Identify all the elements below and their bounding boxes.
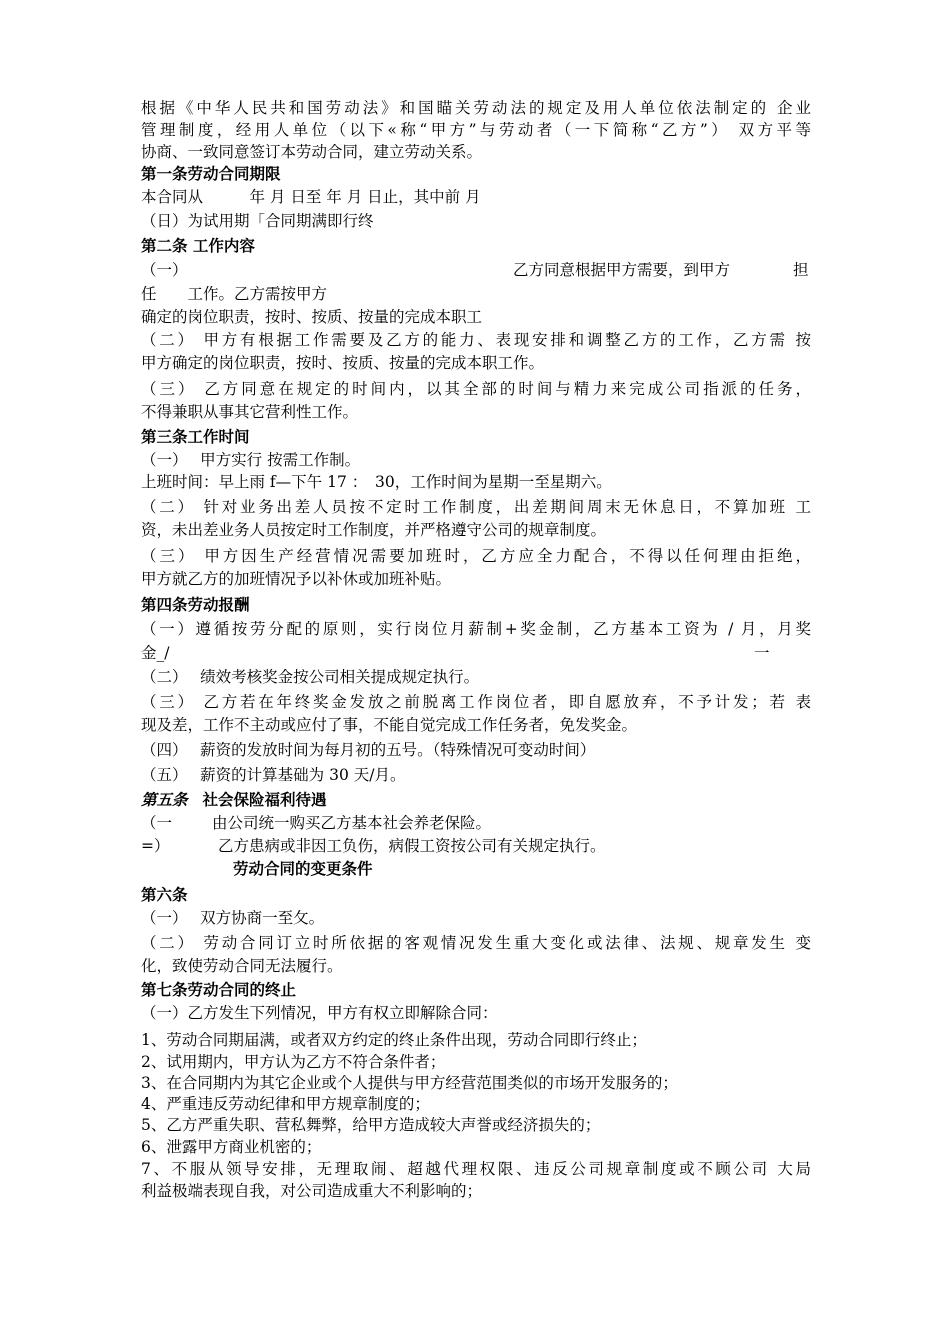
- article-4-title: 第四条劳动报酬: [141, 596, 250, 614]
- article-7-title: 第七条劳动合同的终止: [141, 981, 297, 999]
- article-3-p1: （一） 甲方实行 按需工作制。: [141, 451, 361, 469]
- article-7-item-4: 4、严重违反劳动纪律和甲方规章制度的；: [141, 1095, 430, 1113]
- article-4-p1-dash: 一: [754, 644, 770, 662]
- article-6-p2-line-1: （二） 劳动合同订立时所依据的客观情况发生重大变化或法律、法规、规章发生 变: [141, 934, 811, 952]
- article-4-p3-line-2: 现及差，工作不主动或应付了事，不能自觉完成工作任务者，免发奖金。: [141, 716, 638, 734]
- article-2-p1-label: （一）: [141, 261, 188, 279]
- article-2-p3-line-2: 不得兼职从事其它营利性工作。: [141, 403, 359, 421]
- article-7-item-2: 2、试用期内，甲方认为乙方不符合条件者；: [141, 1053, 446, 1071]
- article-6-p1: （一） 双方协商一至攵。: [141, 909, 325, 927]
- article-7-item-7-line-2: 利益极端表现自我，对公司造成重大不利影响的；: [141, 1182, 483, 1200]
- article-3-p2-line-1: （二） 针对业务出差人员按不定时工作制度，出差期间周末无休息日，不算加班 工: [141, 498, 811, 516]
- article-5-p1-text: 由公司统一购买乙方基本社会养老保险。: [212, 814, 492, 832]
- article-2-p1-line-3: 确定的岗位职责，按时、按质、按量的完成本职工: [141, 308, 483, 326]
- article-5-p2-label: =）: [141, 837, 170, 855]
- intro-line-2: 管理制度，经用人单位（以下«称“甲方”与劳动者（一下简称“乙方”） 双方平等: [141, 121, 811, 139]
- article-5-title-label: 第五条: [141, 790, 188, 809]
- article-2-p1-line-2: 任 工作。乙方需按甲方: [141, 285, 328, 303]
- article-7-item-7-line-1: 7、不服从领导安排，无理取闹、超越代理权限、违反公司规章制度或不顾公司 大局: [141, 1160, 811, 1178]
- article-7-item-6: 6、泄露甲方商业机密的；: [141, 1138, 322, 1156]
- article-5-p2-text: 乙方患病或非因工负伤，病假工资按公司有关规定执行。: [218, 837, 606, 855]
- article-6-title: 第六条: [141, 886, 188, 904]
- article-2-p3-line-1: （三） 乙方同意在规定的时间内，以其全部的时间与精力来完成公司指派的任务，: [141, 380, 811, 398]
- article-2-p1-right: 乙方同意根据甲方需要，到甲方: [513, 261, 731, 279]
- article-1-line-1: 本合同从 年 月 日至 年 月 日止，其中前 月: [141, 188, 481, 206]
- article-4-p3-line-1: （三） 乙方若在年终奖金发放之前脱离工作岗位者，即自愿放弃，不予计发；若 表: [141, 693, 811, 711]
- article-4-p5: （五） 薪资的计算基础为 30 天/月。: [141, 766, 406, 784]
- article-7-item-3: 3、在合同期内为其它企业或个人提供与甲方经营范围类似的市场开发服务的；: [141, 1074, 678, 1092]
- article-1-title: 第一条劳动合同期限: [141, 165, 281, 183]
- article-6-p2-line-2: 化，致使劳动合同无法履行。: [141, 957, 343, 975]
- article-7-item-1: 1、劳动合同期届满，或者双方约定的终止条件出现，劳动合同即行终止；: [141, 1031, 647, 1049]
- article-6-subtitle: 劳动合同的变更条件: [233, 860, 373, 878]
- article-5-title-text: 社会保险福利待遇: [202, 791, 327, 809]
- article-4-p4: （四） 薪资的发放时间为每月初的五号。（特殊情况可变动时间）: [141, 741, 596, 759]
- article-4-p2: （二） 绩效考核奖金按公司相关提成规定执行。: [141, 668, 480, 686]
- article-4-p1-line-2: 金_/: [141, 644, 170, 662]
- article-2-p2-line-1: （二） 甲方有根据工作需要及乙方的能力、表现安排和调整乙方的工作，乙方需 按: [141, 331, 811, 349]
- article-2-title: 第二条 工作内容: [141, 237, 255, 255]
- article-3-p3-line-2: 甲方就乙方的加班情况予以补休或加班补贴。: [141, 570, 452, 588]
- article-7-p1: （一）乙方发生下列情况，甲方有权立即解除合同：: [141, 1004, 498, 1022]
- article-3-title: 第三条工作时间: [141, 428, 250, 446]
- intro-line-1: 根据《中华人民共和国劳动法》和国瞄关劳动法的规定及用人单位依法制定的 企业: [141, 99, 811, 117]
- article-1-line-2: （日）为试用期「合同期满即行终: [141, 212, 374, 230]
- article-2-p2-line-2: 甲方确定的岗位职责，按时、按质、按量的完成本职工作。: [141, 354, 545, 372]
- article-3-p2-line-2: 资，未出差业务人员按定时工作制度，并严格遵守公司的规章制度。: [141, 521, 607, 539]
- article-5-p1-label: （一: [141, 814, 173, 832]
- article-3-p1-line-2: 上班时间：早上雨 f—下午 17 ： 30，工作时间为星期一至星期六。: [141, 473, 612, 491]
- article-5-title: [141, 789, 326, 811]
- article-4-p1-line-1: （一）遵循按劳分配的原则，实行岗位月薪制+奖金制，乙方基本工资为 / 月，月奖: [141, 620, 811, 638]
- article-3-p3-line-1: （三） 甲方因生产经营情况需要加班时，乙方应全力配合，不得以任何理由拒绝，: [141, 547, 811, 565]
- article-2-p1-far: 担: [793, 261, 809, 279]
- article-7-item-5: 5、乙方严重失职、营私舞弊，给甲方造成较大声誉或经济损失的；: [141, 1116, 601, 1134]
- intro-line-3: 协商、一致同意签订本劳动合同，建立劳动关系。: [141, 143, 483, 161]
